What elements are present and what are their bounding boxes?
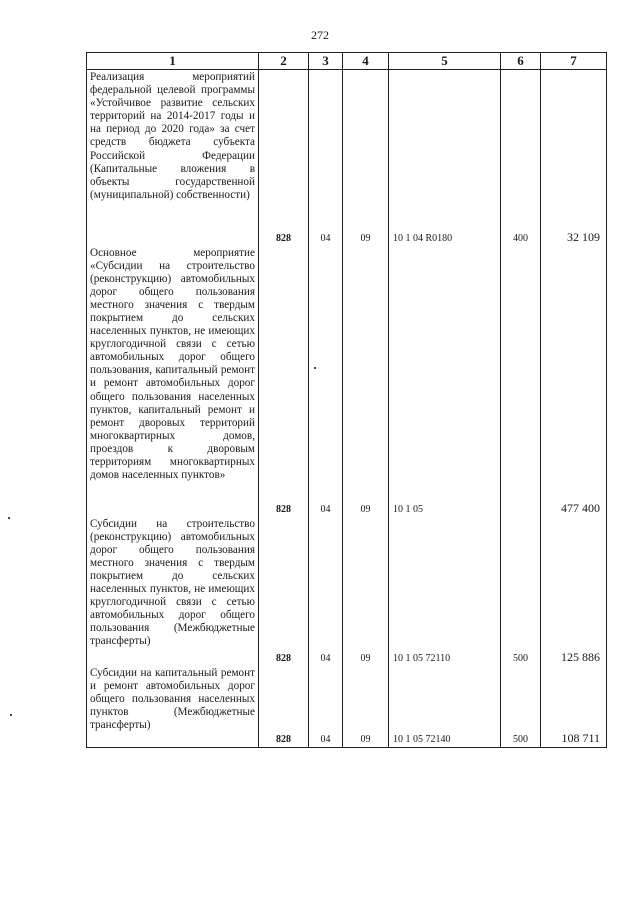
row-description: Реализация мероприятий федеральной целевой программы «Устойчивое развитие сельских территорий на 2014-2017 годы и на период до 2020 года» за счет средств бюджета субъекта Российской Федерации (Капитальные вложения в объекты государственной (муниципальной) собственности) [87, 70, 259, 246]
page-number: 272 [311, 28, 329, 42]
row-grbs-code: 828 [259, 517, 309, 666]
scan-speck [314, 367, 316, 369]
row-target-article-code: 10 1 05 72110 [389, 517, 501, 666]
row-subsection-code: 09 [343, 517, 389, 666]
col-header-1: 1 [87, 53, 259, 70]
row-expense-type-code: 400 [501, 70, 541, 246]
budget-table [86, 52, 607, 748]
row-target-article-code: 10 1 05 [389, 246, 501, 517]
col-header-5: 5 [389, 53, 501, 70]
row-expense-type-code: 500 [501, 666, 541, 748]
header-row [87, 53, 607, 70]
scan-speck [10, 714, 12, 716]
row-target-article-code: 10 1 05 72140 [389, 666, 501, 748]
row-expense-type-code: 500 [501, 517, 541, 666]
row-amount: 32 109 [541, 70, 607, 246]
col-header-6: 6 [501, 53, 541, 70]
row-target-article-code: 10 1 04 R0180 [389, 70, 501, 246]
row-description: Субсидии на строительство (реконструкцию) автомобильных дорог общего пользования местного значения с твердым покрытием до сельских населенных пунктов, не имеющих круглогодичной связи с сетью автомобильных дорог общего пользования (Межбюджетные трансферты) [87, 517, 259, 666]
row-grbs-code: 828 [259, 666, 309, 748]
row-subsection-code: 09 [343, 246, 389, 517]
row-subsection-code: 09 [343, 70, 389, 246]
row-section-code: 04 [309, 517, 343, 666]
table-row [87, 246, 607, 517]
row-amount: 477 400 [541, 246, 607, 517]
table-row [87, 666, 607, 748]
col-header-3: 3 [309, 53, 343, 70]
col-header-4: 4 [343, 53, 389, 70]
row-grbs-code: 828 [259, 246, 309, 517]
row-amount: 108 711 [541, 666, 607, 748]
row-section-code: 04 [309, 246, 343, 517]
row-section-code: 04 [309, 666, 343, 748]
row-subsection-code: 09 [343, 666, 389, 748]
row-grbs-code: 828 [259, 70, 309, 246]
table-row [87, 70, 607, 246]
scan-speck [8, 517, 10, 519]
row-description: Основное мероприятие «Субсидии на строительство (реконструкцию) автомобильных дорог общего пользования местного значения с твердым покрытием до сельских населенных пунктов, не имеющих круглогодичной связи с сетью автомобильных дорог общего пользования, капитальный ремонт и ремонт автомобильных дорог общего пользования населенных пунктов, капитальный ремонт и ремонт дворовых территорий многоквартирных домов, проездов к дворовым территориям многоквартирных домов населенных пунктов» [87, 246, 259, 517]
table-row [87, 517, 607, 666]
row-description: Субсидии на капитальный ремонт и ремонт автомобильных дорог общего пользования населенных пунктов (Межбюджетные трансферты) [87, 666, 259, 748]
col-header-2: 2 [259, 53, 309, 70]
row-section-code: 04 [309, 70, 343, 246]
row-expense-type-code [501, 246, 541, 517]
row-amount: 125 886 [541, 517, 607, 666]
col-header-7: 7 [541, 53, 607, 70]
